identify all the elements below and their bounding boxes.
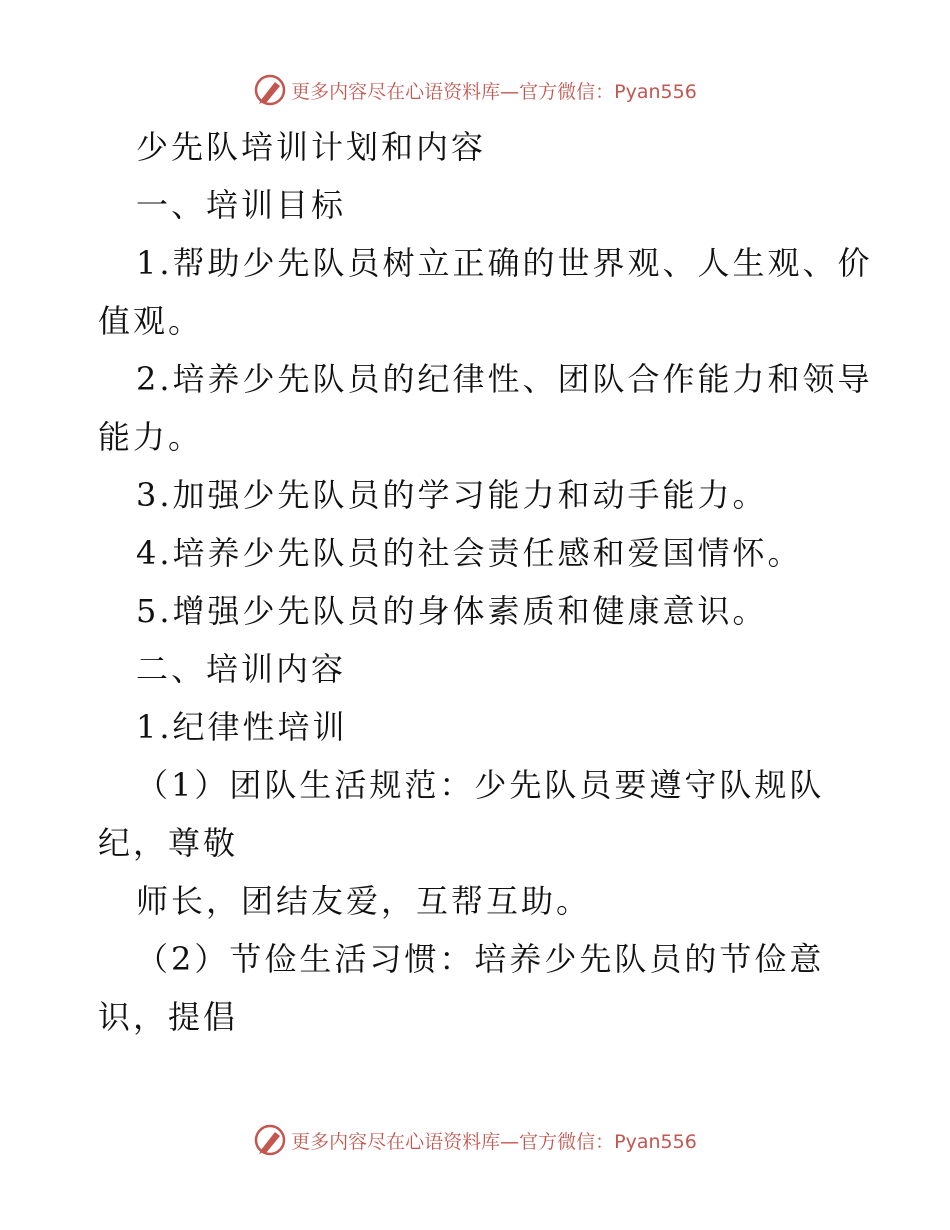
- text-line: 值观。: [98, 302, 204, 340]
- text-line: 一、培训目标: [136, 186, 347, 224]
- text-line: 二、培训内容: [136, 650, 347, 688]
- pen-logo-icon: [253, 73, 287, 107]
- text-line: 纪，尊敬: [98, 824, 239, 862]
- text-line: 识，提倡: [98, 998, 239, 1036]
- text-line: （1）团队生活规范：少先队员要遵守队规队: [136, 766, 825, 804]
- pen-logo-icon: [253, 1123, 287, 1157]
- watermark-header: [0, 68, 950, 112]
- document-body: [98, 118, 873, 1046]
- text-line: 4.培养少先队员的社会责任感和爱国情怀。: [136, 534, 803, 572]
- watermark-footer: [0, 1118, 950, 1162]
- text-line: 能力。: [98, 418, 204, 456]
- text-line: 师长，团结友爱，互帮互助。: [136, 882, 592, 920]
- text-line: 2.培养少先队员的纪律性、团队合作能力和领导: [136, 360, 873, 398]
- text-line: 少先队培训计划和内容: [136, 128, 487, 166]
- watermark-text: 更多内容尽在心语资料库—官方微信：Pyan556: [291, 80, 697, 103]
- text-line: 3.加强少先队员的学习能力和动手能力。: [136, 476, 768, 514]
- text-line: （2）节俭生活习惯：培养少先队员的节俭意: [136, 940, 825, 978]
- text-line: 1.帮助少先队员树立正确的世界观、人生观、价: [136, 244, 873, 282]
- text-line: 1.纪律性培训: [136, 708, 348, 746]
- text-line: 5.增强少先队员的身体素质和健康意识。: [136, 592, 768, 630]
- watermark-text: 更多内容尽在心语资料库—官方微信：Pyan556: [291, 1130, 697, 1153]
